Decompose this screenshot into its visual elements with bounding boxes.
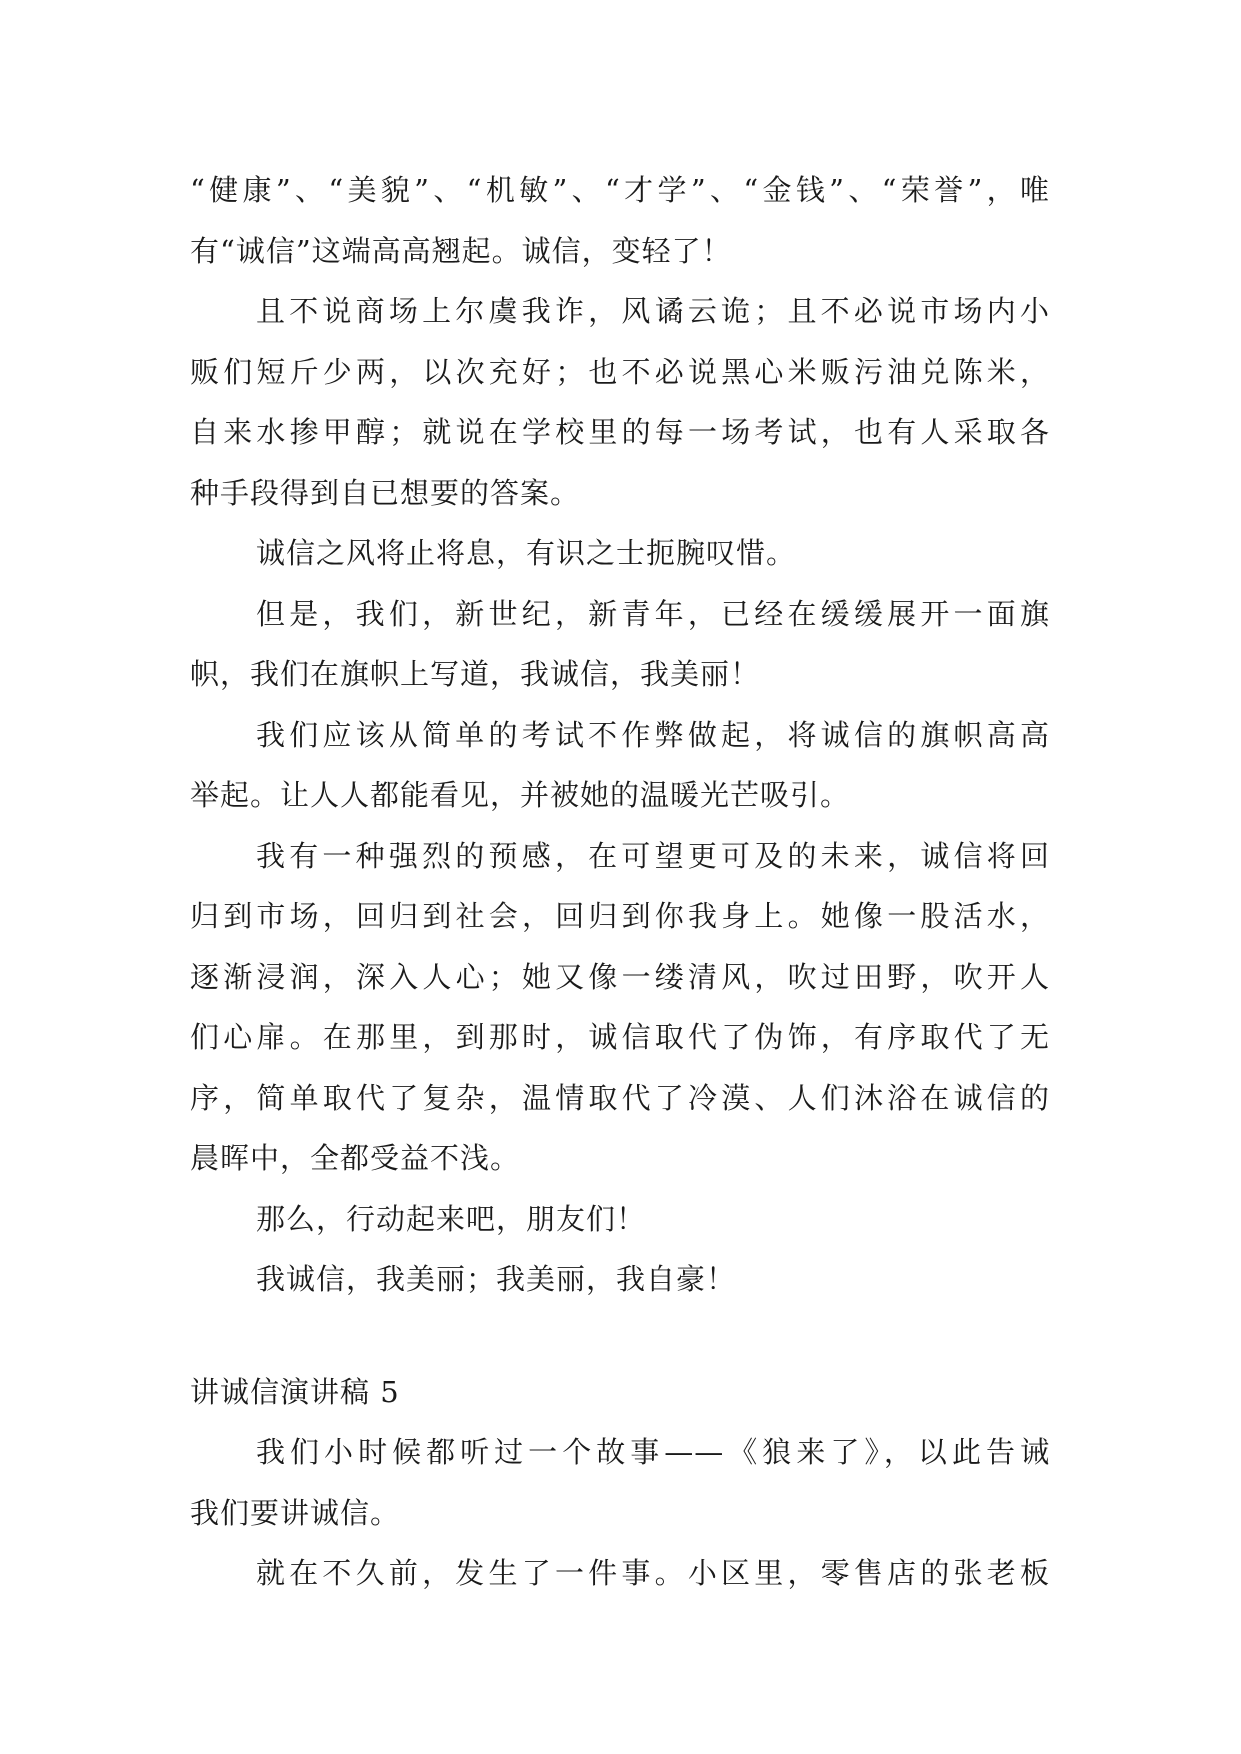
paragraph-3 bbox=[190, 584, 1050, 705]
paragraph-9 bbox=[190, 1543, 1050, 1604]
paragraph-4 bbox=[190, 705, 1050, 826]
paragraph-7 bbox=[190, 1249, 1050, 1310]
text-line: 贩们短斤少两，以次充好；也不必说黑心米贩污油兑陈米， bbox=[190, 354, 1050, 389]
text-line: 诚信之风将止将息，有识之士扼腕叹惜。 bbox=[256, 536, 797, 570]
paragraph-intro bbox=[190, 160, 1050, 281]
text-line: 自来水掺甲醇；就说在学校里的每一场考试，也有人采取各 bbox=[190, 415, 1050, 449]
text-line: 种手段得到自已想要的答案。 bbox=[190, 475, 581, 510]
text-line: 且不说商场上尔虞我诈，风谲云诡；且不必说市场内小 bbox=[256, 294, 1050, 328]
text-line: 逐渐浸润，深入人心；她又像一缕清风，吹过田野，吹开人 bbox=[190, 959, 1050, 994]
text-line: 我们应该从简单的考试不作弊做起，将诚信的旗帜高高 bbox=[256, 717, 1050, 752]
paragraph-5 bbox=[190, 826, 1050, 1189]
text-line: 们心扉。在那里，到那时，诚信取代了伪饰，有序取代了无 bbox=[190, 1020, 1050, 1054]
paragraph-8 bbox=[190, 1422, 1050, 1543]
paragraph-1 bbox=[190, 281, 1050, 523]
text-line: 归到市场，回归到社会，回归到你我身上。她像一股活水， bbox=[190, 899, 1050, 933]
text-line: 序，简单取代了复杂，温情取代了冷漠、人们沐浴在诚信的 bbox=[190, 1080, 1050, 1115]
text-line: 我诚信，我美丽；我美丽，我自豪！ bbox=[256, 1262, 737, 1296]
text-line: 我有一种强烈的预感，在可望更可及的未来，诚信将回 bbox=[256, 838, 1050, 873]
text-line: 帜，我们在旗帜上写道，我诚信，我美丽！ bbox=[190, 657, 761, 691]
section-spacer bbox=[190, 1310, 1050, 1362]
text-line: 我们要讲诚信。 bbox=[190, 1495, 401, 1530]
text-line: “健康”、“美貌”、“机敏”、“才学”、“金钱”、“荣誉”，唯 bbox=[190, 173, 1050, 207]
document-page bbox=[190, 160, 1050, 1604]
paragraph-2 bbox=[190, 523, 1050, 584]
text-line: 那么，行动起来吧，朋友们！ bbox=[256, 1201, 647, 1236]
text-line: 有“诚信”这端高高翘起。诚信，变轻了！ bbox=[190, 233, 732, 268]
text-line: 我们小时候都听过一个故事——《狼来了》，以此告诫 bbox=[256, 1435, 1050, 1469]
section-title: 讲诚信演讲稿 5 bbox=[190, 1374, 400, 1409]
text-line: 举起。让人人都能看见，并被她的温暖光芒吸引。 bbox=[190, 778, 851, 812]
text-line: 就在不久前，发生了一件事。小区里，零售店的张老板 bbox=[256, 1556, 1050, 1590]
paragraph-6 bbox=[190, 1189, 1050, 1250]
text-line: 但是，我们，新世纪，新青年，已经在缓缓展开一面旗 bbox=[256, 596, 1050, 631]
text-line: 晨晖中，全都受益不浅。 bbox=[190, 1141, 521, 1175]
